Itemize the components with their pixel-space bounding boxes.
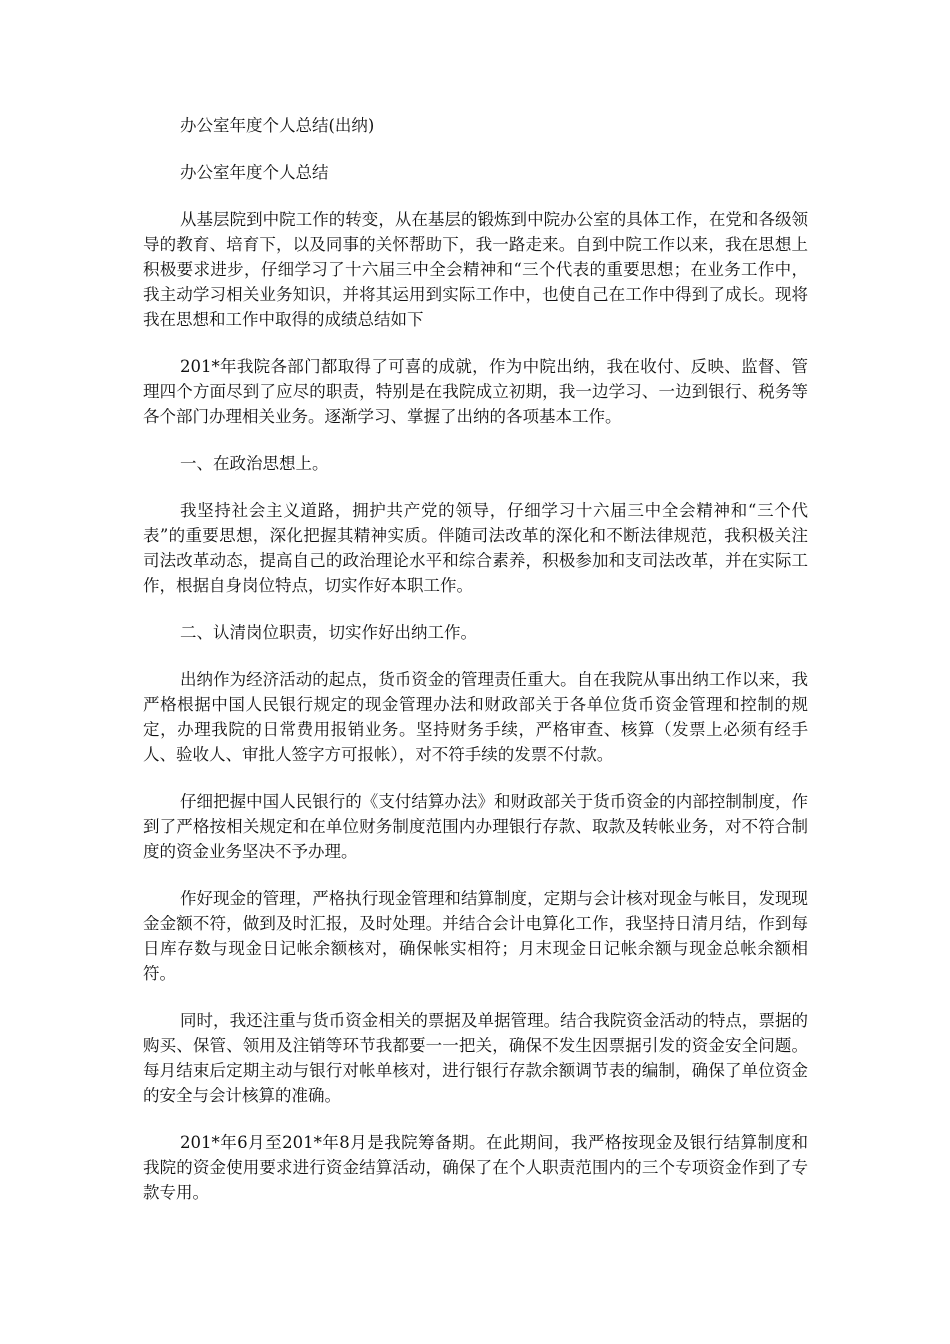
section-heading-political: 一、在政治思想上。 bbox=[180, 454, 329, 473]
paragraph-introduction: 从基层院到中院工作的转变，从在基层的锻炼到中院办公室的具体工作，在党和各级领导的教育、培育下，以及同事的关怀帮助下，我一路走来。自到中院工作以来，我在思想上积极要求进步，仔细学习了十六届三中全会精神和“三个代表的重要思想；在业务工作中，我主动学习相关业务知识，并将其运用到实际工作中，也使自己在工作中得到了成长。现将我在思想和工作中取得的成绩总结如下 bbox=[143, 210, 808, 329]
paragraph-political: 我坚持社会主义道路，拥护共产党的领导，仔细学习十六届三中全会精神和“三个代表”的重要思想，深化把握其精神实质。伴随司法改革的深化和不断法律规范，我积极关注司法改革动态，提高自己的政治理论水平和综合素养，积极参加和支司法改革，并在实际工作，根据自身岗位特点，切实作好本职工作。 bbox=[143, 501, 808, 595]
paragraph-overview: 201*年我院各部门都取得了可喜的成就，作为中院出纳，我在收付、反映、监督、管理四个方面尽到了应尽的职责，特别是在我院成立初期，我一边学习、一边到银行、税务等各个部门办理相关业务。逐渐学习、掌握了出纳的各项基本工作。 bbox=[143, 357, 808, 426]
section-heading-duties: 二、认清岗位职责，切实作好出纳工作。 bbox=[180, 623, 477, 642]
paragraph-cash-management: 作好现金的管理，严格执行现金管理和结算制度，定期与会计核对现金与帐目，发现现金金额不符，做到及时汇报，及时处理。并结合会计电算化工作，我坚持日清月结，作到每日库存数与现金日记帐余额核对，确保帐实相符；月末现金日记帐余额与现金总帐余额相符。 bbox=[143, 889, 808, 983]
paragraph-receipts-management: 同时，我还注重与货币资金相关的票据及单据管理。结合我院资金活动的特点，票据的购买、保管、领用及注销等环节我都要一一把关，确保不发生因票据引发的资金安全问题。每月结束后定期主动与银行对帐单核对，进行银行存款余额调节表的编制，确保了单位资金的安全与会计核算的准确。 bbox=[143, 1011, 808, 1105]
document-title: 办公室年度个人总结(出纳) bbox=[180, 116, 375, 135]
document-subtitle: 办公室年度个人总结 bbox=[180, 163, 329, 182]
document-body bbox=[143, 113, 808, 1227]
paragraph-settlement-rules: 仔细把握中国人民银行的《支付结算办法》和财政部关于货币资金的内部控制制度，作到了严格按相关规定和在单位财务制度范围内办理银行存款、取款及转帐业务，对不符合制度的资金业务坚决不予办理。 bbox=[143, 792, 808, 861]
paragraph-preparation-period: 201*年6月至201*年8月是我院筹备期。在此期间，我严格按现金及银行结算制度和我院的资金使用要求进行资金结算活动，确保了在个人职责范围内的三个专项资金作到了专款专用。 bbox=[143, 1133, 808, 1202]
paragraph-cashier-role: 出纳作为经济活动的起点，货币资金的管理责任重大。自在我院从事出纳工作以来，我严格根据中国人民银行规定的现金管理办法和财政部关于各单位货币资金管理和控制的规定，办理我院的日常费用报销业务。坚持财务手续，严格审查、核算（发票上必须有经手人、验收人、审批人签字方可报帐），对不符手续的发票不付款。 bbox=[143, 670, 808, 764]
